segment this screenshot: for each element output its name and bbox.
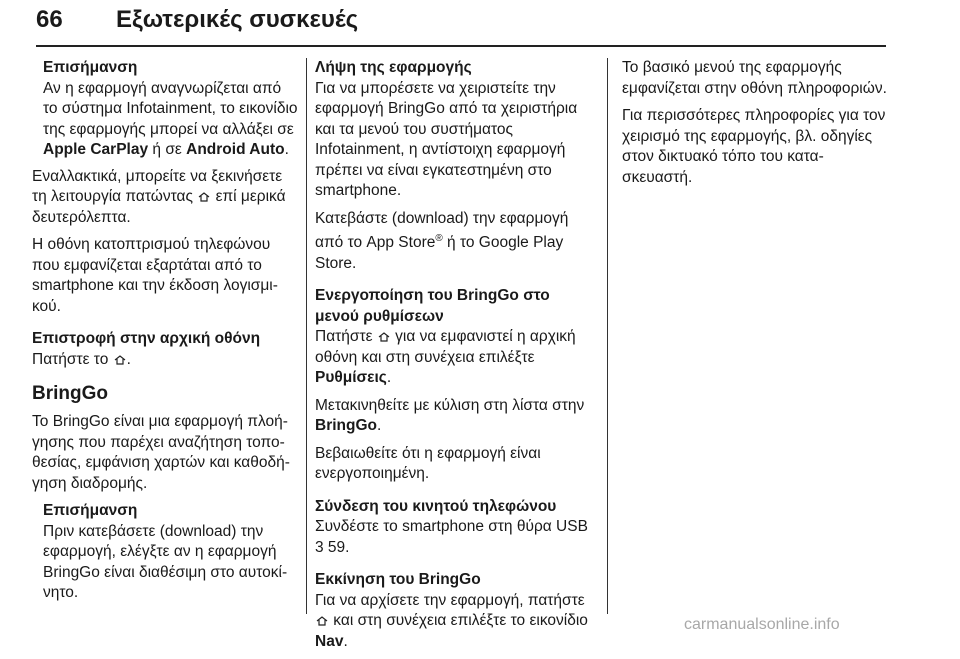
home-icon: [316, 616, 328, 626]
registered-mark: ®: [435, 233, 443, 244]
paragraph: [315, 396, 597, 437]
text: Πατήστε: [315, 328, 377, 346]
header-rule: [36, 45, 886, 47]
note-text-part: .: [284, 141, 289, 158]
text: Συνδέστε το smartphone στη θύρα USB: [315, 518, 588, 536]
note-text: Πριν κατεβάσετε (download) την εφαρμογή, ελέγξτε αν η εφαρμογή BringGo είναι διαθέσιμη στο αυτοκίνητο.: [43, 522, 288, 601]
text: Μετακινηθείτε με κύλιση στη λίστα στην: [315, 396, 585, 414]
note-text: [43, 79, 298, 161]
home-icon: [198, 192, 210, 202]
note-text-part: ή σε: [148, 141, 187, 158]
paragraph: [315, 517, 597, 558]
text: ή το Google Play Store.: [315, 234, 564, 272]
paragraph: Η οθόνη κατοπτρισμού τηλεφώνου που εμφανίζεται εξαρτάται από το smartphone και την έκδοση λογισμικού.: [32, 236, 278, 315]
reference-arrow-icon: 3: [315, 538, 324, 556]
column-divider-right: [607, 58, 608, 614]
page-header: [36, 0, 886, 48]
text: .: [343, 632, 348, 650]
column-divider-left: [306, 58, 307, 614]
paragraph: Για περισσότερες πληροφορίες για τον χειρισμό της εφαρμογής, βλ. οδηγίες στον δικτυακό τόπο του κατασκευαστή.: [622, 107, 886, 186]
text: Κατεβάστε (download) την εφαρμογή από το App Store: [315, 209, 569, 252]
paragraph: [315, 327, 597, 389]
page-title: Εξωτερικές συσκευές: [116, 6, 359, 33]
bringgo-label: BringGo: [315, 417, 377, 435]
paragraph: Για να μπορέσετε να χειριστείτε την εφαρμογή BringGo από τα χειριστήρια και τα μενού του συστήματος Infotainment, η αντίστοιχη εφαρμογή πρέπει να είναι εγκατεστημένη στο smartphone.: [315, 79, 578, 199]
column-middle: [315, 58, 597, 659]
column-left: [32, 58, 298, 610]
text: για να εμφανιστεί η αρχική οθόνη και στη συνέχεια επιλέξτε: [315, 328, 576, 366]
paragraph: Το βασικό μενού της εφαρμογής εμφανίζεται στην οθόνη πληροφοριών.: [622, 59, 887, 97]
paragraph: [32, 167, 298, 229]
paragraph: [315, 591, 597, 653]
paragraph: [315, 209, 597, 275]
text: Πατήστε το: [32, 350, 113, 368]
android-auto-label: Android Auto: [186, 141, 285, 158]
text: και στη συνέχεια επιλέξτε το εικονίδιο: [329, 612, 588, 630]
paragraph: [32, 350, 298, 371]
nav-label: Nav: [315, 632, 344, 650]
subheading: Λήψη της εφαρμογής: [315, 59, 472, 76]
text: Εναλλακτικά, μπορείτε να ξεκινήσετε τη λειτουργία πατώντας: [32, 167, 283, 205]
text: .: [126, 350, 131, 368]
settings-label: Ρυθμίσεις: [315, 369, 387, 387]
apple-carplay-label: Apple CarPlay: [43, 141, 149, 158]
note-title: Επισήμανση: [43, 502, 138, 519]
subheading: Σύνδεση του κινητού τηλεφώνου: [315, 497, 557, 515]
subheading: Εκκίνηση του BringGo: [315, 571, 481, 589]
watermark: carmanualsonline.info: [684, 616, 840, 633]
home-icon: [114, 355, 126, 365]
page-number: 66: [36, 6, 63, 33]
note-title: Επισήμανση: [43, 59, 138, 76]
subheading: Επιστροφή στην αρχική οθόνη: [32, 330, 261, 347]
text: .: [386, 369, 392, 387]
subheading: Ενεργοποίηση του BringGo στο μενού ρυθμίσεων: [315, 287, 550, 325]
text: .: [377, 417, 382, 435]
paragraph: Το BringGo είναι μια εφαρμογή πλοήγησης που παρέχει αναζήτηση τοποθεσίας, εμφάνιση χαρτών και καθοδήγηση διαδρομής.: [32, 413, 290, 492]
note-block: [43, 58, 298, 161]
note-text-part: Αν η εφαρμογή αναγνωρίζεται από το σύστημα Infotainment, το εικονίδιο της εφαρμογής μπορεί να αλλάξει σε: [43, 79, 298, 138]
text: 59.: [323, 538, 350, 556]
paragraph: Βεβαιωθείτε ότι η εφαρμογή είναι ενεργοποιημένη.: [315, 444, 541, 483]
home-icon: [378, 332, 390, 342]
text: επί μερικά δευτερόλεπτα.: [32, 188, 286, 226]
text: Για να αρχίσετε την εφαρμογή, πατήστε: [315, 591, 585, 609]
note-block: [43, 501, 298, 604]
section-heading: BringGo: [32, 383, 108, 404]
column-right: [622, 58, 888, 195]
